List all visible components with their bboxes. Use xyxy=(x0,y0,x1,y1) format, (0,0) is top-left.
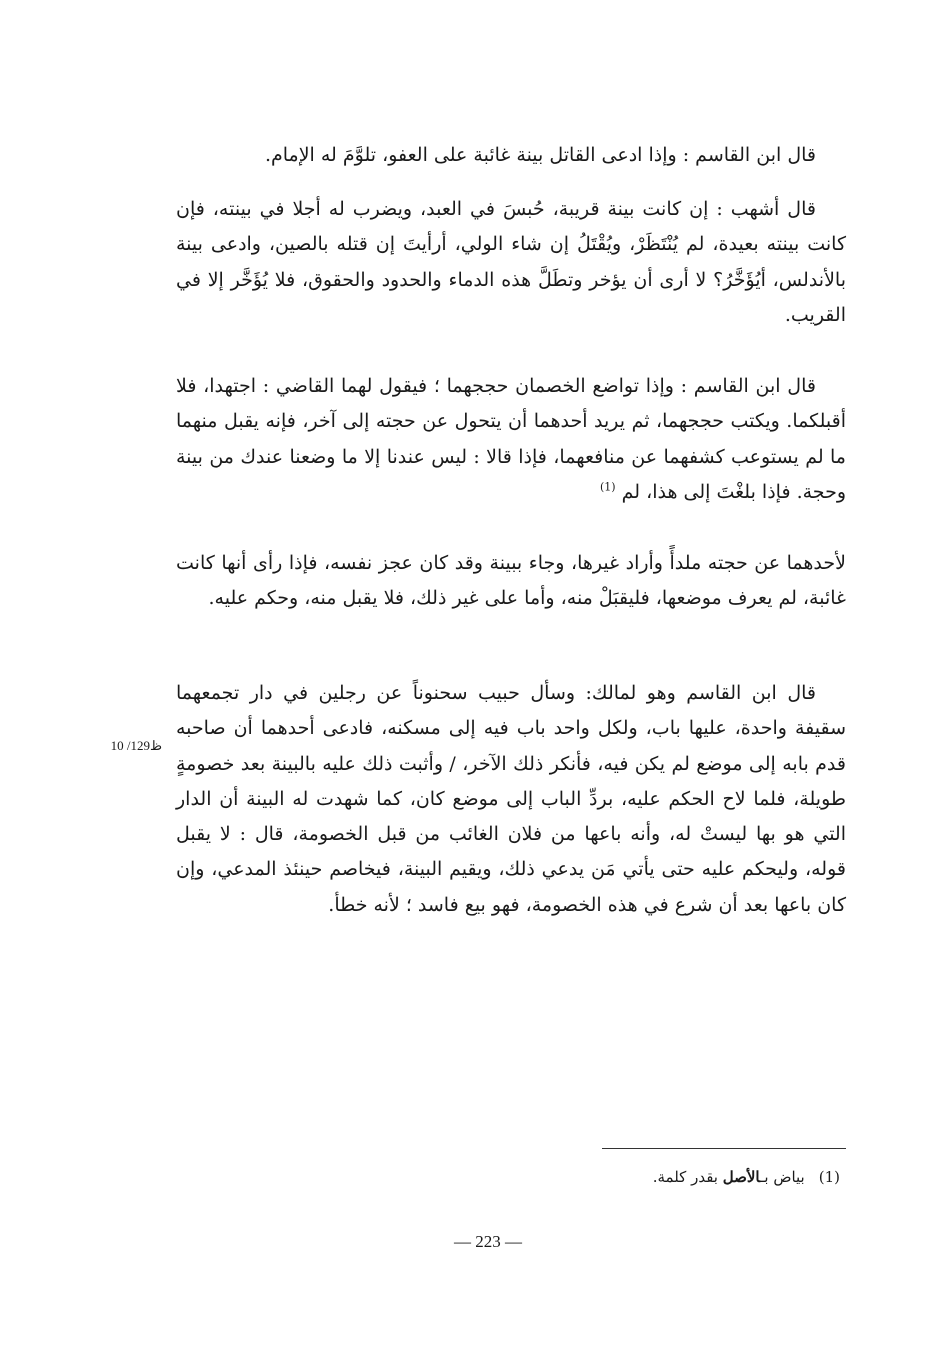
footnote-text-bold: الأصل xyxy=(722,1168,760,1186)
margin-folio-note: 10 /129ظ xyxy=(110,738,162,753)
paragraph-text: لأحدهما عن حجته ملدأً وأراد غيرها، وجاء ببينة وقد كان عجز نفسه، فإذا رأى أنها كانت غائبة، لم يعرف موضعها، فليقبَلْ منه، وأما على غير ذلك، فلا يقبل منه، وحكم عليه. xyxy=(176,552,846,610)
paragraph-1 xyxy=(176,138,846,173)
paragraph-text xyxy=(176,369,846,510)
paragraph-3-part-1: قال ابن القاسم : وإذا تواضع الخصمان حججهما ؛ فيقول لهما القاضي : اجتهدا، فلا أقبلكما. ويكتب حججهما، ثم يريد أحدهما أن يتحول عن حجته إلى آخر، فإنه يقبل منهما ما لم يستوعب كشفهما عن منافعهما، فإذا قالا : ليس عندنا إلا ما وضعنا عندك من بينة وحجة. فإذا بلغْتَ إلى هذا، لم xyxy=(176,375,846,503)
paragraph-text: قال ابن القاسم : وإذا ادعى القاتل بينة غائبة على العفو، تلوَّمَ له الإمام. xyxy=(264,144,816,166)
paragraph-3-continuation xyxy=(176,546,846,617)
paragraph-text: قال ابن القاسم وهو لمالك: وسأل حبيب سحنوناً عن رجلين في دار تجمعهما سقيفة واحدة، عليها باب، ولكل واحد باب فيه إلى مسكنه، فادعى أحدهما أن صاحبه قدم بابه إلى موضع لم يكن فيه، فأنكر ذلك الآخر، / وأثبت ذلك عليه بالبينة بعد خصومةٍ طويلة، فلما لاح الحكم عليه، بردِّ الباب إلى موضع كان، كما شهدت له البينة أن الدار التي هو بها ليستْ له، وأنه باعها من فلان الغائب من قبل الخصومة، قال : لا يقبل قوله، وليحكم عليه حتى يأتي مَن يدعي ذلك، ويقيم البينة، فيخاصم حينئذ المدعي، وإن كان باعها بعد أن شرع في هذه الخصومة، فهو بيع فاسد ؛ لأنه خطأ. xyxy=(176,682,846,916)
footnote-separator xyxy=(602,1148,846,1149)
footnote-text-end: بقدر كلمة. xyxy=(652,1168,723,1186)
footnote-reference: (1) xyxy=(599,480,616,494)
paragraph-3 xyxy=(176,369,846,510)
footnote-text-start: بياض بـ xyxy=(759,1168,805,1186)
paragraph-4 xyxy=(176,676,846,923)
paragraph-text: قال أشهب : إن كانت بينة قريبة، حُبسَ في العبد، ويضرب له أجلا في بينته، فإن كانت بينته بعيدة، لم يُنْتَظَرْ، ويُقْتَلُ إن شاء الولي، أرأيتَ إن قتله بالصين، وادعى بينة بالأندلس، أيُؤَخَّرُ؟ لا أرى أن يؤخر وتطَلَّ هذه الدماء والحدود والحقوق، فلا يُؤَخَّر إلا في القريب. xyxy=(176,198,846,326)
paragraph-2 xyxy=(176,192,846,333)
footnote xyxy=(440,1165,840,1189)
page-number: — 223 — xyxy=(454,1232,522,1251)
footnote-number: (1) xyxy=(818,1168,840,1186)
